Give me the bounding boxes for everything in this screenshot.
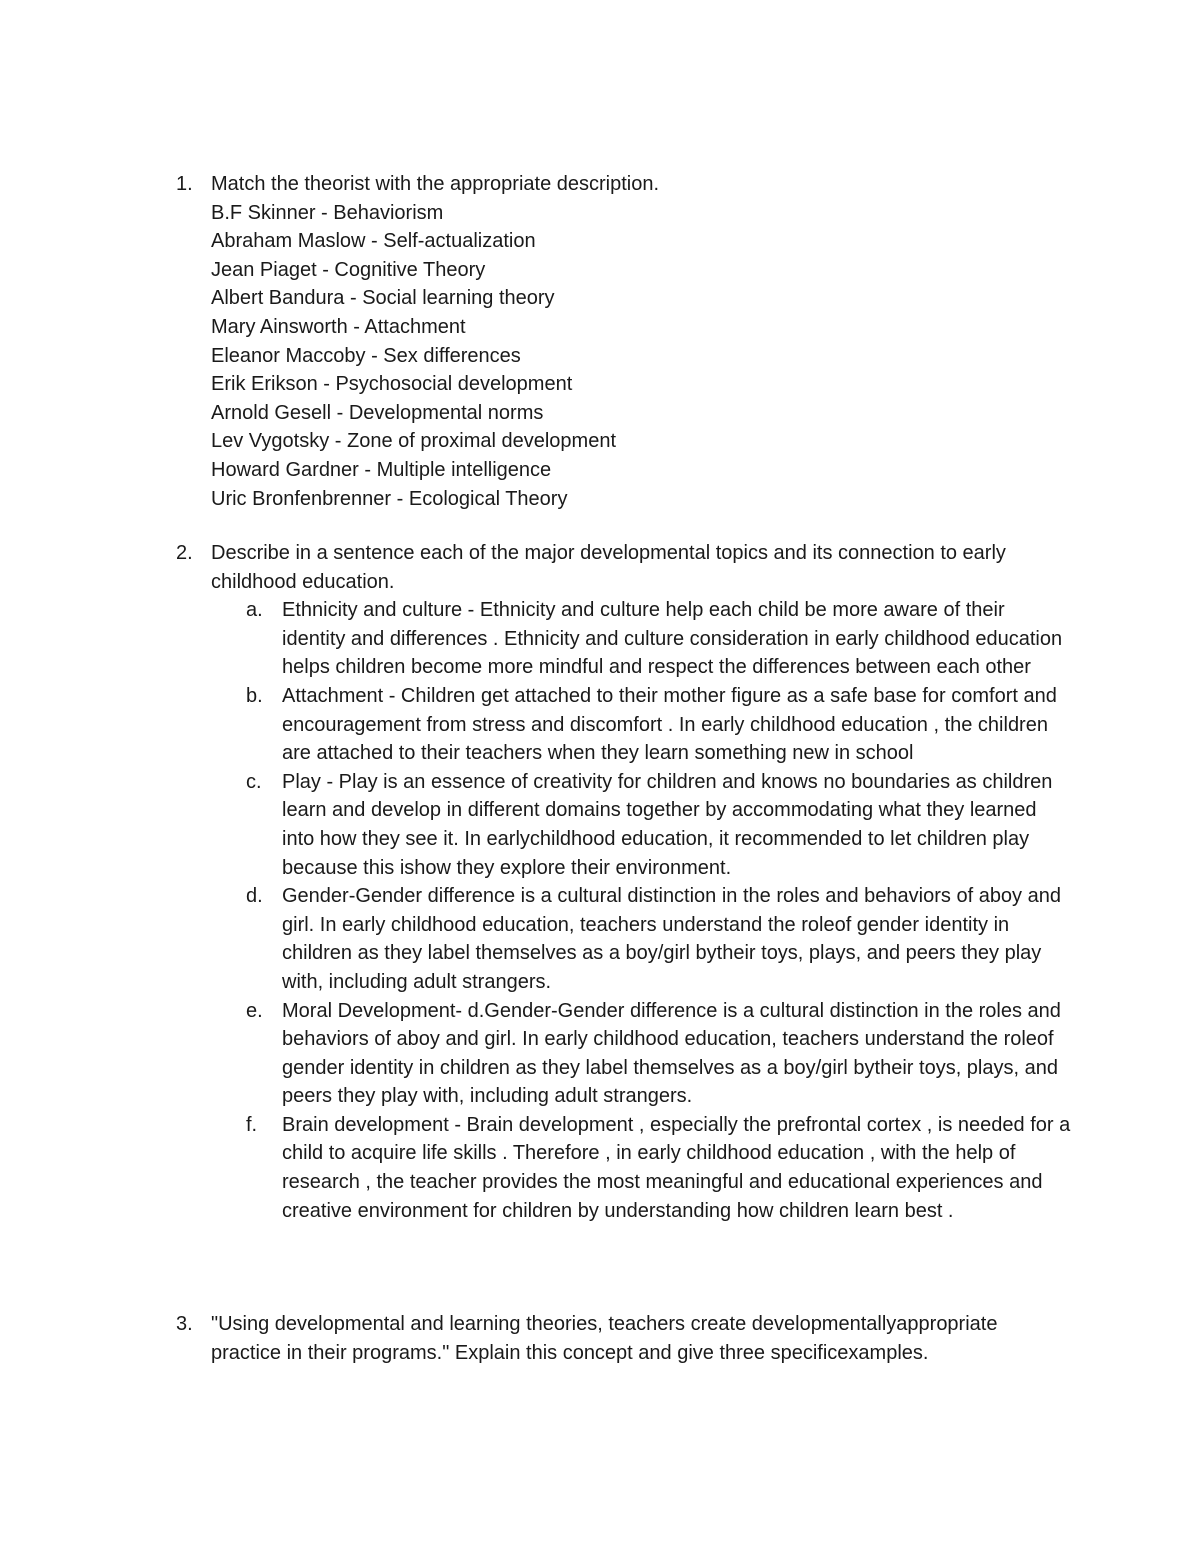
theorist-match: Eleanor Maccoby - Sex differences bbox=[211, 344, 521, 367]
item-text: Brain development - Brain development , especially the prefrontal cortex , is needed for a child to acquire life skills . Therefore , in early childhood education , with the help of research , the teacher provides the most meaningful and educational experiences and creative environment for children by understanding how children learn best . bbox=[282, 1113, 1071, 1222]
theorist-match: Mary Ainsworth - Attachment bbox=[211, 315, 466, 338]
question-body bbox=[211, 539, 1071, 1225]
item-letter: b. bbox=[246, 684, 263, 707]
topic-item bbox=[246, 596, 1072, 682]
item-letter: c. bbox=[246, 770, 262, 793]
topic-item bbox=[246, 768, 1072, 882]
question-body bbox=[211, 1310, 1071, 1367]
question-body bbox=[211, 170, 1071, 513]
theorist-match: Howard Gardner - Multiple intelligence bbox=[211, 458, 552, 481]
item-letter: a. bbox=[246, 599, 263, 622]
item-letter: e. bbox=[246, 999, 263, 1022]
item-letter: f. bbox=[246, 1113, 258, 1136]
theorist-match: Abraham Maslow - Self-actualization bbox=[211, 230, 536, 253]
item-text: Attachment - Children get attached to their mother figure as a safe base for comfort and encouragement from stress and discomfort . In early childhood education , the children are attached to their teachers when they learn something new in school bbox=[282, 684, 1057, 765]
theorist-match: Erik Erikson - Psychosocial development bbox=[211, 373, 573, 396]
question-number: 1. bbox=[176, 173, 193, 195]
item-text: Play - Play is an essence of creativity for children and knows no boundaries as children learn and develop in different domains together by accommodating what they learned into how they see it. In earlychildhood education, it recommended to let children play because this ishow they explore their environment. bbox=[282, 770, 1053, 879]
item-text: Moral Development- d.Gender-Gender difference is a cultural distinction in the roles and behaviors of aboy and girl. In early childhood education, teachers understand the roleof gender identity in children as they label themselves as a boy/girl bytheir toys, plays, and peers they play with, including adult strangers. bbox=[282, 999, 1061, 1108]
item-text: Gender-Gender difference is a cultural distinction in the roles and behaviors of aboy and girl. In early childhood education, teachers understand the roleof gender identity in children as they label themselves as a boy/girl bytheir toys, plays, and peers they play with, including adult strangers. bbox=[282, 885, 1061, 993]
theorist-match: Lev Vygotsky - Zone of proximal development bbox=[211, 430, 617, 453]
question-prompt: "Using developmental and learning theories, teachers create developmentallyappropriate practice in their programs." Explain this concept and give three specificexamples. bbox=[211, 1313, 998, 1364]
question-prompt: Describe in a sentence each of the major developmental topics and its connection to early childhood education. bbox=[211, 542, 1006, 593]
topic-item bbox=[246, 882, 1072, 996]
topic-item bbox=[246, 682, 1072, 768]
question-number: 3. bbox=[176, 1313, 193, 1335]
question-prompt: Match the theorist with the appropriate description. bbox=[211, 173, 660, 195]
topic-item bbox=[246, 997, 1072, 1111]
question-number: 2. bbox=[176, 542, 193, 564]
theorist-match: Jean Piaget - Cognitive Theory bbox=[211, 258, 486, 281]
topic-item bbox=[246, 1111, 1072, 1225]
item-letter: d. bbox=[246, 885, 263, 908]
theorist-match: B.F Skinner - Behaviorism bbox=[211, 201, 444, 224]
item-text: Ethnicity and culture - Ethnicity and culture help each child be more aware of their identity and differences . Ethnicity and culture consideration in early childhood education helps children become more mindful and respect the differences between each other bbox=[282, 599, 1063, 679]
theorist-match: Arnold Gesell - Developmental norms bbox=[211, 401, 544, 424]
theorist-match: Uric Bronfenbrenner - Ecological Theory bbox=[211, 487, 568, 510]
theorist-match: Albert Bandura - Social learning theory bbox=[211, 287, 555, 310]
